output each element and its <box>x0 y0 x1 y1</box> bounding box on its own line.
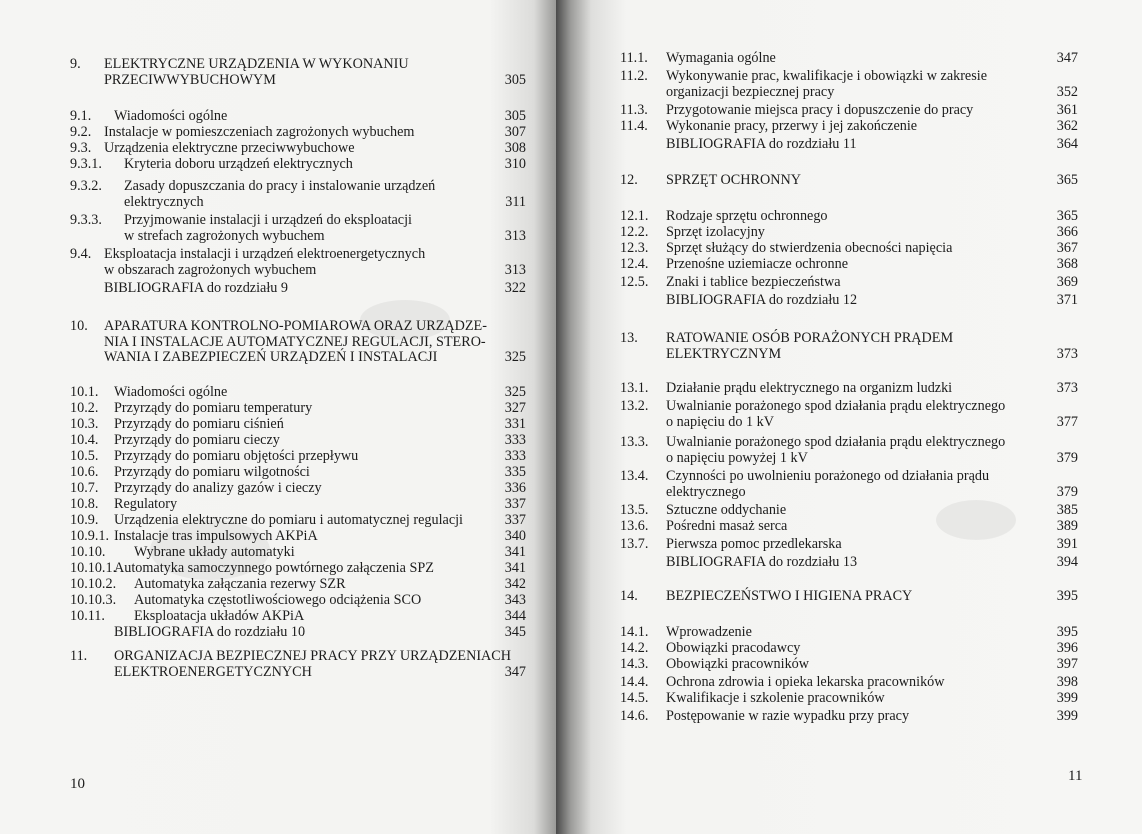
toc-page-number: 371 <box>1056 292 1078 308</box>
toc-page-number: 395 <box>1056 624 1078 640</box>
toc-page-number: 307 <box>504 124 526 140</box>
toc-number: 13.5. <box>620 502 649 518</box>
toc-title: BIBLIOGRAFIA do rozdziału 11 <box>666 136 857 152</box>
toc-number: 14.2. <box>620 640 649 656</box>
toc-page-number: 361 <box>1056 102 1078 118</box>
toc-number: 9.4. <box>70 246 92 262</box>
page-number: 11 <box>1068 768 1083 784</box>
toc-title: NIA I INSTALACJE AUTOMATYCZNEJ REGULACJI, STERO- <box>104 333 486 350</box>
toc-page-number: 369 <box>1056 274 1078 290</box>
toc-number: 13.4. <box>620 468 649 484</box>
toc-page-number: 322 <box>504 280 526 296</box>
toc-title: ELEKTRYCZNE URZĄDZENIA W WYKONANIU <box>104 56 409 72</box>
toc-title: Przygotowanie miejsca pracy i dopuszczenie do pracy <box>666 102 974 118</box>
toc-title: WANIA I ZABEZPIECZEŃ URZĄDZEŃ I INSTALACJI <box>104 349 438 366</box>
toc-title: Pierwsza pomoc przedlekarska <box>666 536 842 552</box>
toc-page-number: 311 <box>505 193 526 210</box>
toc-number: 12.4. <box>620 256 649 272</box>
toc-page-number: 327 <box>504 400 526 416</box>
toc-number: 14.1. <box>620 624 649 640</box>
toc-page-number: 333 <box>504 448 526 464</box>
toc-title: ELEKTROENERGETYCZNYCH <box>114 663 312 680</box>
toc-title: Instalacje tras impulsowych AKPiA <box>114 528 318 544</box>
toc-title: Sprzęt służący do stwierdzenia obecności napięcia <box>666 240 953 256</box>
toc-number: 12.2. <box>620 224 649 240</box>
toc-page-number: 399 <box>1056 708 1078 724</box>
toc-title: Zasady dopuszczania do pracy i instalowanie urządzeń <box>124 178 436 194</box>
toc-number: 11.4. <box>620 118 648 134</box>
toc-number: 10.1. <box>70 384 99 400</box>
toc-number: 10.9.1. <box>70 528 110 544</box>
toc-page-number: 395 <box>1056 588 1078 604</box>
toc-title: BIBLIOGRAFIA do rozdziału 10 <box>114 624 306 640</box>
toc-title: Uwalnianie porażonego spod działania prądu elektrycznego <box>666 434 1006 450</box>
toc-title: Pośredni masaż serca <box>666 518 788 534</box>
toc-title: Przyrządy do pomiaru temperatury <box>114 400 313 416</box>
toc-title: Eksploatacja układów AKPiA <box>134 608 305 624</box>
toc-page-number: 379 <box>1056 483 1078 500</box>
toc-number: 11.2. <box>620 68 648 84</box>
toc-number: 11. <box>70 648 88 664</box>
toc-number: 9.3.1. <box>70 156 102 172</box>
toc-number: 10.10.3. <box>70 592 117 608</box>
toc-number: 14.4. <box>620 674 649 690</box>
toc-number: 14.6. <box>620 708 649 724</box>
toc-title: Eksploatacja instalacji i urządzeń elektroenergetycznych <box>104 246 426 262</box>
toc-title: Obowiązki pracodawcy <box>666 640 801 656</box>
toc-title: Przyrządy do pomiaru cieczy <box>114 432 280 448</box>
toc-number: 11.3. <box>620 102 648 118</box>
toc-number: 10.2. <box>70 400 99 416</box>
toc-title: Czynności po uwolnieniu porażonego od działania prądu <box>666 468 990 484</box>
toc-page-number: 365 <box>1056 172 1078 188</box>
toc-number: 10.7. <box>70 480 99 496</box>
toc-page-number: 347 <box>504 663 526 680</box>
toc-title: Instalacje w pomieszczeniach zagrożonych wybuchem <box>104 124 415 140</box>
toc-page-number: 399 <box>1056 690 1078 706</box>
toc-page-number: 308 <box>504 140 526 156</box>
toc-number: 13. <box>620 330 638 346</box>
toc-page-number: 396 <box>1056 640 1078 656</box>
toc-title: Wymagania ogólne <box>666 50 776 66</box>
toc-number: 10.5. <box>70 448 99 464</box>
toc-title: Sprzęt izolacyjny <box>666 224 765 240</box>
toc-title: Automatyka załączania rezerwy SZR <box>134 576 346 592</box>
toc-title: Znaki i tablice bezpieczeństwa <box>666 274 841 290</box>
toc-title: ORGANIZACJA BEZPIECZNEJ PRACY PRZY URZĄDZENIACH <box>114 648 511 664</box>
toc-page-number: 325 <box>504 384 526 400</box>
toc-number: 9.3.3. <box>70 212 102 228</box>
toc-title: Wybrane układy automatyki <box>134 544 295 560</box>
toc-title: SPRZĘT OCHRONNY <box>666 172 801 188</box>
toc-page-number: 345 <box>504 624 526 640</box>
toc-page-number: 335 <box>504 464 526 480</box>
toc-title: Rodzaje sprzętu ochronnego <box>666 208 828 224</box>
toc-number: 12.3. <box>620 240 649 256</box>
right-page <box>556 0 1142 834</box>
toc-page-number: 365 <box>1056 208 1078 224</box>
toc-title: elektrycznych <box>124 193 204 210</box>
toc-title: Automatyka samoczynnego powtórnego załączenia SPZ <box>114 560 434 576</box>
toc-page-number: 325 <box>504 349 526 366</box>
toc-title: APARATURA KONTROLNO-POMIAROWA ORAZ URZĄDZE- <box>104 318 487 334</box>
toc-page-number: 389 <box>1056 518 1078 534</box>
toc-number: 10.10.1. <box>70 560 117 576</box>
toc-number: 12.5. <box>620 274 649 290</box>
toc-number: 9. <box>70 56 81 72</box>
toc-number: 10.3. <box>70 416 99 432</box>
toc-title: o napięciu do 1 kV <box>666 413 774 430</box>
toc-title: Działanie prądu elektrycznego na organizm ludzki <box>666 380 953 396</box>
toc-page-number: 394 <box>1056 554 1078 570</box>
toc-title: Postępowanie w razie wypadku przy pracy <box>666 708 910 724</box>
toc-number: 11.1. <box>620 50 648 66</box>
toc-title: Wykonanie pracy, przerwy i jej zakończenie <box>666 118 918 134</box>
toc-number: 13.3. <box>620 434 649 450</box>
toc-page-number: 331 <box>504 416 526 432</box>
toc-page-number: 310 <box>504 156 526 172</box>
toc-title: Wprowadzenie <box>666 624 752 640</box>
toc-title: BIBLIOGRAFIA do rozdziału 13 <box>666 554 858 570</box>
toc-page-number: 337 <box>504 496 526 512</box>
toc-title: Wiadomości ogólne <box>114 384 228 400</box>
toc-page-number: 379 <box>1056 449 1078 466</box>
toc-title: BIBLIOGRAFIA do rozdziału 9 <box>104 280 289 296</box>
toc-page-number: 341 <box>504 560 526 576</box>
left-page <box>0 0 556 834</box>
toc-page-number: 398 <box>1056 674 1078 690</box>
toc-page-number: 313 <box>504 227 526 244</box>
toc-title: Regulatory <box>114 496 178 512</box>
toc-number: 12. <box>620 172 638 188</box>
toc-title: Kryteria doboru urządzeń elektrycznych <box>124 156 353 172</box>
toc-number: 13.2. <box>620 398 649 414</box>
toc-title: Urządzenia elektryczne przeciwwybuchowe <box>104 140 355 156</box>
toc-number: 13.1. <box>620 380 649 396</box>
toc-number: 14. <box>620 588 638 604</box>
toc-title: BEZPIECZEŃSTWO I HIGIENA PRACY <box>666 588 913 604</box>
toc-title: Wykonywanie prac, kwalifikacje i obowiązki w zakresie <box>666 68 987 84</box>
toc-page-number: 340 <box>504 528 526 544</box>
toc-page-number: 305 <box>504 108 526 124</box>
toc-number: 10.10.2. <box>70 576 117 592</box>
page-number: 10 <box>70 776 85 792</box>
toc-title: ELEKTRYCZNYM <box>666 345 782 362</box>
toc-page-number: 341 <box>504 544 526 560</box>
toc-number: 10. <box>70 318 88 334</box>
toc-page-number: 366 <box>1056 224 1078 240</box>
toc-number: 10.8. <box>70 496 99 512</box>
toc-title: o napięciu powyżej 1 kV <box>666 449 808 466</box>
toc-number: 10.9. <box>70 512 99 528</box>
toc-number: 10.6. <box>70 464 99 480</box>
toc-title: w strefach zagrożonych wybuchem <box>124 227 325 244</box>
toc-page-number: 397 <box>1056 656 1078 672</box>
toc-number: 9.2. <box>70 124 92 140</box>
toc-page-number: 344 <box>504 608 526 624</box>
toc-page-number: 373 <box>1056 380 1078 396</box>
toc-title: Kwalifikacje i szkolenie pracowników <box>666 690 885 706</box>
toc-number: 9.3. <box>70 140 92 156</box>
toc-title: Ochrona zdrowia i opieka lekarska pracowników <box>666 674 945 690</box>
toc-page-number: 385 <box>1056 502 1078 518</box>
toc-title: Wiadomości ogólne <box>114 108 228 124</box>
toc-number: 9.3.2. <box>70 178 102 194</box>
toc-page-number: 305 <box>504 71 526 88</box>
toc-title: Automatyka częstotliwościowego odciążenia SCO <box>134 592 422 608</box>
toc-number: 10.10. <box>70 544 106 560</box>
toc-number: 9.1. <box>70 108 92 124</box>
toc-title: elektrycznego <box>666 483 746 500</box>
toc-title: Sztuczne oddychanie <box>666 502 787 518</box>
toc-title: Przyrządy do analizy gazów i cieczy <box>114 480 322 496</box>
toc-page-number: 343 <box>504 592 526 608</box>
toc-page-number: 333 <box>504 432 526 448</box>
toc-title: Przyrządy do pomiaru ciśnień <box>114 416 284 432</box>
toc-title: Obowiązki pracowników <box>666 656 810 672</box>
toc-title: Uwalnianie porażonego spod działania prądu elektrycznego <box>666 398 1006 414</box>
toc-page-number: 373 <box>1056 345 1078 362</box>
toc-number: 13.7. <box>620 536 649 552</box>
toc-page-number: 368 <box>1056 256 1078 272</box>
toc-page-number: 352 <box>1056 83 1078 100</box>
toc-title: Przenośne uziemiacze ochronne <box>666 256 848 272</box>
toc-page-number: 377 <box>1056 413 1078 430</box>
toc-number: 14.5. <box>620 690 649 706</box>
toc-page-number: 364 <box>1056 136 1078 152</box>
toc-page-number: 336 <box>504 480 526 496</box>
toc-title: Przyrządy do pomiaru wilgotności <box>114 464 310 480</box>
toc-page-number: 337 <box>504 512 526 528</box>
toc-title: organizacji bezpiecznej pracy <box>666 83 835 100</box>
toc-title: Przyrządy do pomiaru objętości przepływu <box>114 448 359 464</box>
toc-page-number: 367 <box>1056 240 1078 256</box>
toc-page-number: 342 <box>504 576 526 592</box>
toc-number: 13.6. <box>620 518 649 534</box>
toc-page-number: 362 <box>1056 118 1078 134</box>
toc-title: BIBLIOGRAFIA do rozdziału 12 <box>666 292 858 308</box>
toc-number: 10.4. <box>70 432 99 448</box>
toc-number: 14.3. <box>620 656 649 672</box>
toc-title: RATOWANIE OSÓB PORAŻONYCH PRĄDEM <box>666 330 954 346</box>
toc-number: 12.1. <box>620 208 649 224</box>
toc-title: PRZECIWWYBUCHOWYM <box>104 71 276 88</box>
toc-title: w obszarach zagrożonych wybuchem <box>104 261 317 278</box>
toc-page-number: 313 <box>504 261 526 278</box>
toc-page-number: 391 <box>1056 536 1078 552</box>
toc-number: 10.11. <box>70 608 105 624</box>
toc-title: Urządzenia elektryczne do pomiaru i automatycznej regulacji <box>114 512 464 528</box>
toc-page-number: 347 <box>1056 50 1078 66</box>
toc-title: Przyjmowanie instalacji i urządzeń do eksploatacji <box>124 212 412 228</box>
stain <box>936 500 1016 540</box>
